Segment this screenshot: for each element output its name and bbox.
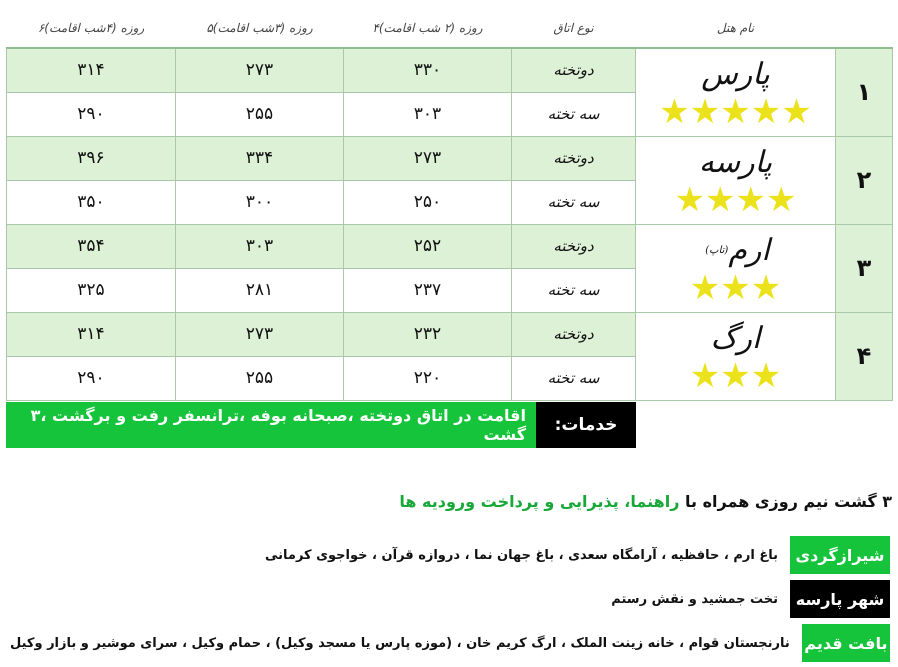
hotel-number: ۴ [836,312,893,400]
hotel-name: پارسه [698,145,773,180]
table-row [7,48,893,92]
price-4day: ۲۳۲ [344,312,512,356]
price-6day: ۳۵۴ [7,224,176,268]
price-6day: ۳۵۰ [7,180,176,224]
price-4day: ۲۷۳ [344,136,512,180]
star-rating-icon: ★★★ [689,268,782,308]
header-5day: ۵روزه (۳شب اقامت) [176,8,344,48]
room-type: سه تخته [512,356,636,400]
header-4day: ۴روزه (۲ شب اقامت) [344,8,512,48]
hotel-number: ۱ [836,48,893,136]
hotel-cell [636,136,836,224]
tours-heading [399,492,892,511]
tour-description: تخت جمشید و نقش رستم [611,591,778,607]
hotel-cell [636,312,836,400]
hotel-number: ۲ [836,136,893,224]
tours-heading-accent: راهنما، پذیرایی و پرداخت ورودیه ها [399,492,680,511]
price-4day: ۲۳۷ [344,268,512,312]
room-type: دوتخته [512,224,636,268]
hotel-note: (تاپ) [705,245,729,256]
room-type: دوتخته [512,136,636,180]
hotel-number: ۳ [836,224,893,312]
price-5day: ۲۵۵ [176,92,344,136]
table-row [7,136,893,180]
hotel-cell [636,48,836,136]
price-4day: ۲۵۰ [344,180,512,224]
tour-item-old-city [10,624,890,662]
price-6day: ۳۱۴ [7,312,176,356]
star-rating-icon: ★★★★★ [659,92,812,133]
price-6day: ۳۱۴ [7,48,176,92]
price-6day: ۳۹۶ [7,136,176,180]
price-4day: ۳۳۰ [344,48,512,92]
price-5day: ۲۸۱ [176,268,344,312]
services-text: اقامت در اتاق دوتخته ،صبحانه بوفه ،ترانسفر رفت و برگشت ،۳ گشت [6,402,536,448]
room-type: سه تخته [512,180,636,224]
tour-description: باغ ارم ، حافظیه ، آرامگاه سعدی ، باغ جهان نما ، دروازه قرآن ، خواجوی کرمانی [264,547,778,563]
price-5day: ۲۷۳ [176,48,344,92]
hotel-cell [636,224,836,312]
tour-label: شیرازگردی [790,536,890,574]
header-6day: ۶روزه (۴شب اقامت) [7,8,176,48]
price-4day: ۲۵۲ [344,224,512,268]
hotel-name-line [636,233,835,269]
price-6day: ۳۲۵ [7,268,176,312]
price-5day: ۳۳۴ [176,136,344,180]
services-label: خدمات: [536,402,636,448]
table-row [7,312,893,356]
hotel-name: پارس [701,57,770,93]
room-type: دوتخته [512,312,636,356]
table-header-row [7,8,893,48]
price-5day: ۳۰۰ [176,180,344,224]
star-rating-icon: ★★★★ [674,180,797,220]
price-4day: ۳۰۳ [344,92,512,136]
star-rating-icon: ★★★ [689,356,782,396]
services-bar [6,402,636,448]
hotel-name: ارم [728,233,770,268]
header-room-type: نوع اتاق [512,8,636,48]
tour-label: بافت قدیم [802,624,890,662]
tour-label: شهر پارسه [790,580,890,618]
price-5day: ۲۷۳ [176,312,344,356]
price-6day: ۲۹۰ [7,92,176,136]
price-6day: ۲۹۰ [7,356,176,400]
tours-heading-prefix: ۳ گشت نیم روزی همراه با [685,492,892,511]
room-type: دوتخته [512,48,636,92]
room-type: سه تخته [512,92,636,136]
price-5day: ۳۰۳ [176,224,344,268]
table-row [7,224,893,268]
price-5day: ۲۵۵ [176,356,344,400]
tour-description: نارنجستان قوام ، خانه زینت الملک ، ارگ کریم خان ، (موزه پارس یا مسجد وکیل) ، حمام وکیل ، سرای موشیر و بازار وکیل [10,635,790,651]
price-4day: ۲۲۰ [344,356,512,400]
price-table [6,8,893,401]
tour-item-parseh [10,580,890,618]
hotel-name: ارگ [710,321,761,356]
room-type: سه تخته [512,268,636,312]
header-hotel-name: نام هتل [636,8,836,48]
tour-item-shiraz [10,536,890,574]
header-number [836,8,893,48]
